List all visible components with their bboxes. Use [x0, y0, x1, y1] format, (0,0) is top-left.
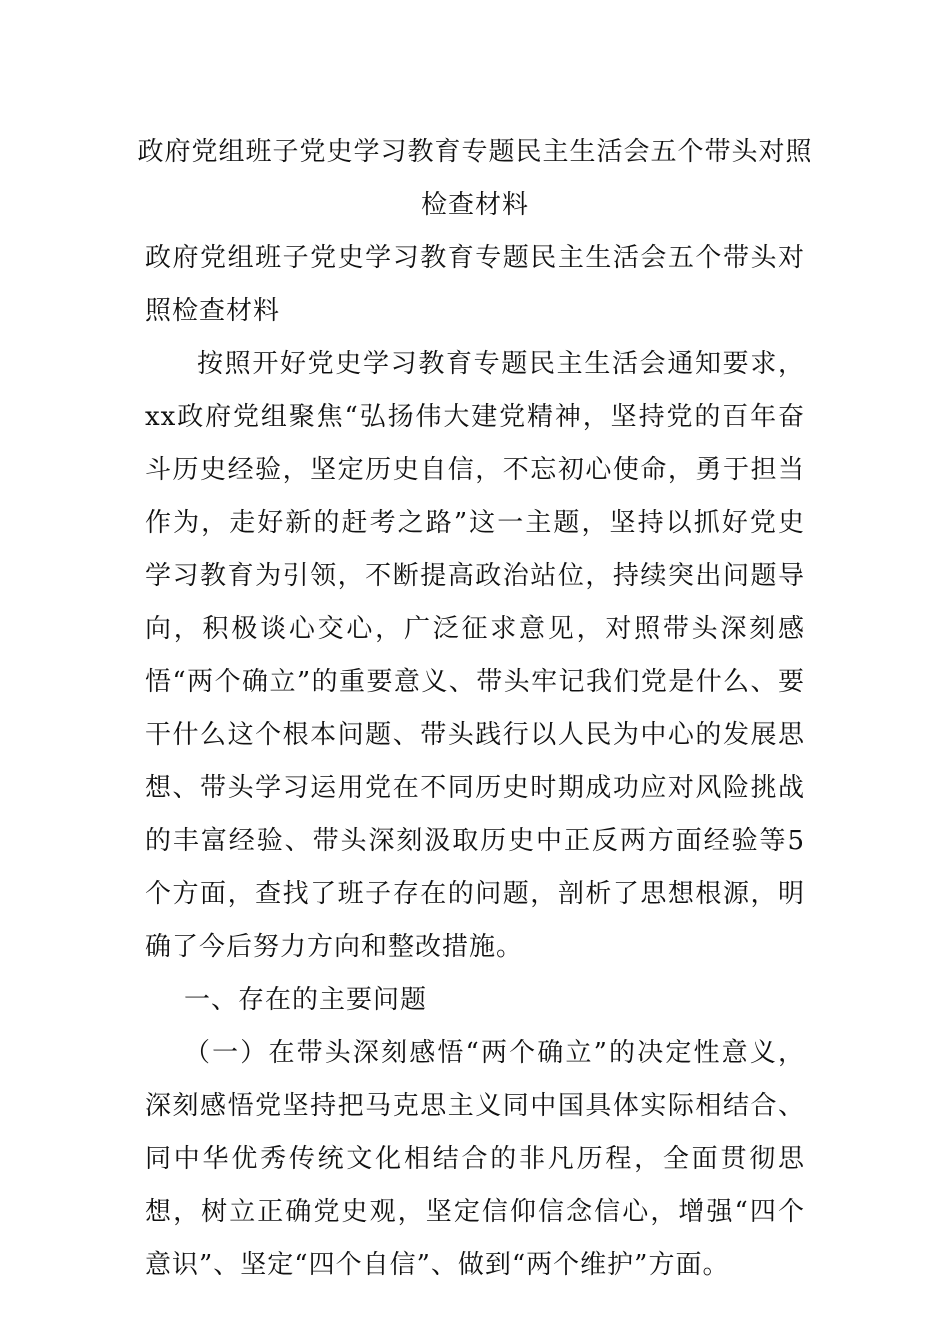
intro-paragraph: 按照开好党史学习教育专题民主生活会通知要求，xx政府党组聚焦“弘扬伟大建党精神，坚持党的百年奋斗历史经验，坚定历史自信，不忘初心使命，勇于担当作为，走好新的赶考之路”这一主题，坚持以抓好党史学习教育为引领，不断提高政治站位，持续突出问题导向，积极谈心交心，广泛征求意见，对照带头深刻感悟“两个确立”的重要意义、带头牢记我们党是什么、要干什么这个根本问题、带头践行以人民为中心的发展思想、带头学习运用党在不同历史时期成功应对风险挑战的丰富经验、带头深刻汲取历史中正反两方面经验等5个方面，查找了班子存在的问题，剖析了思想根源，明确了今后努力方向和整改措施。: [145, 349, 805, 962]
section-heading-problems: 一、存在的主要问题: [184, 985, 428, 1015]
document-heading-repeat: 政府党组班子党史学习教育专题民主生活会五个带头对照检查材料: [145, 243, 805, 326]
document-body: [137, 126, 813, 1292]
subsection-paragraph-1: （一）在带头深刻感悟“两个确立”的决定性意义，深刻感悟党坚持把马克思主义同中国具体实际相结合、同中华优秀传统文化相结合的非凡历程，全面贯彻思想，树立正确党史观，坚定信仰信念信心，增强“四个意识”、坚定“四个自信”、做到“两个维护”方面。: [145, 1038, 805, 1280]
document-title: 政府党组班子党史学习教育专题民主生活会五个带头对照检查材料: [137, 137, 813, 220]
